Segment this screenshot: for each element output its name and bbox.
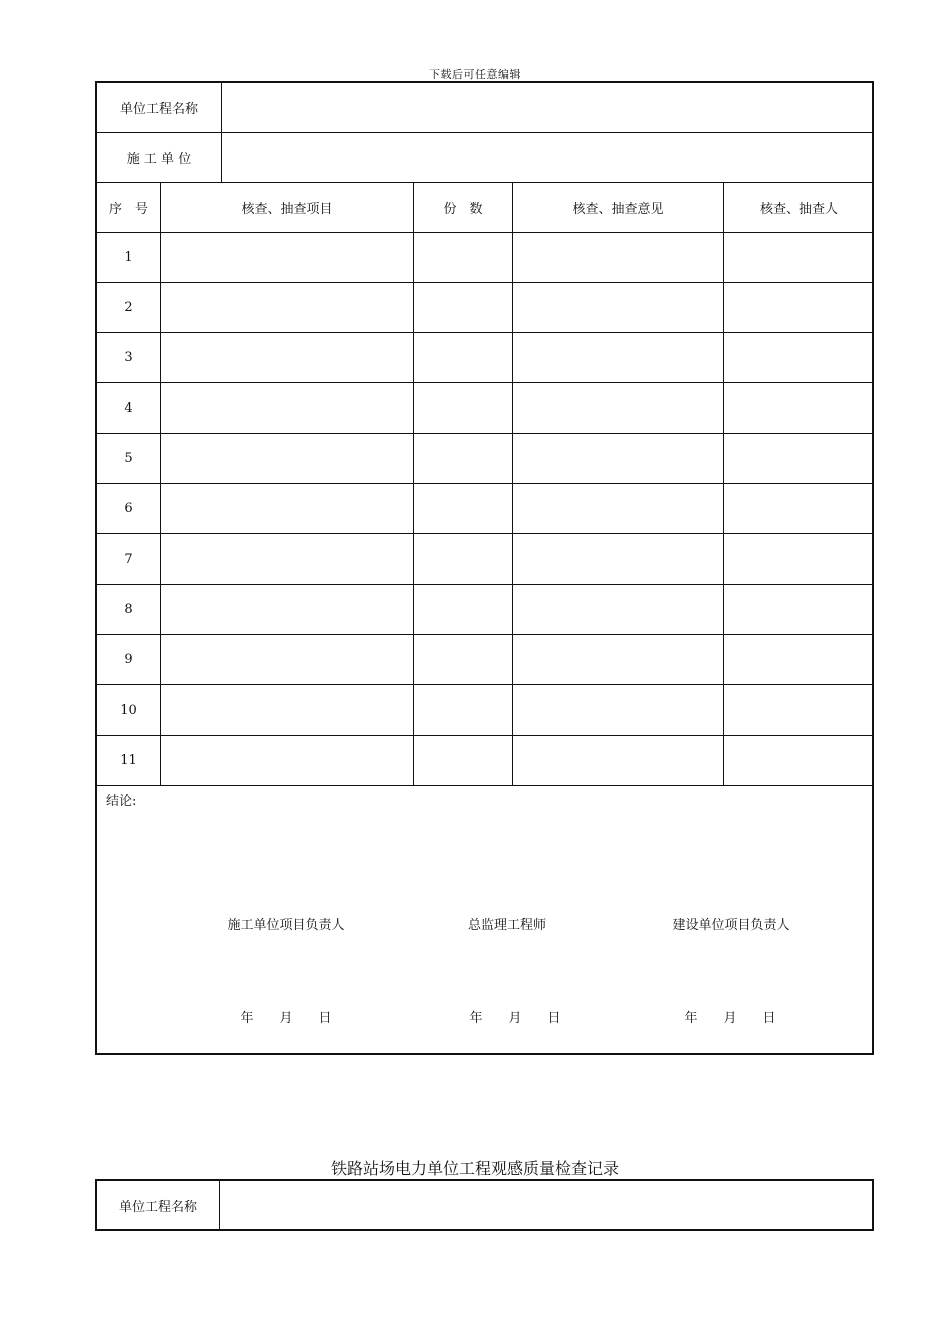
contractor-manager-signature: 施工单位项目负责人 bbox=[227, 918, 345, 933]
row-divider bbox=[97, 232, 872, 233]
header-note: 下载后可任意编辑 bbox=[429, 68, 521, 81]
column-header-inspector: 核查、抽查人 bbox=[759, 202, 838, 217]
column-header-item: 核查、抽查项目 bbox=[241, 202, 333, 217]
conclusion-label: 结论: bbox=[106, 794, 137, 809]
row-divider bbox=[97, 735, 872, 736]
project-name-label: 单位工程名称 bbox=[119, 102, 198, 117]
row-number: 4 bbox=[124, 400, 133, 416]
col-divider bbox=[160, 182, 161, 785]
row-divider bbox=[97, 785, 872, 786]
row-number: 3 bbox=[124, 350, 133, 365]
project-name-field[interactable] bbox=[222, 83, 874, 132]
contractor-field[interactable] bbox=[222, 133, 874, 182]
signature-date: 年 月 日 bbox=[240, 1011, 332, 1026]
row-divider bbox=[97, 382, 872, 383]
row-divider bbox=[97, 483, 872, 484]
row-divider bbox=[97, 684, 872, 685]
column-header-opinion: 核查、抽查意见 bbox=[572, 202, 664, 217]
signature-date: 年 月 日 bbox=[684, 1011, 776, 1026]
row-divider bbox=[97, 634, 872, 635]
row-divider bbox=[97, 332, 872, 333]
row-number: 5 bbox=[124, 451, 133, 466]
row-number: 7 bbox=[124, 551, 133, 567]
project-name-label: 单位工程名称 bbox=[118, 1199, 197, 1215]
owner-manager-signature: 建设单位项目负责人 bbox=[672, 918, 790, 933]
row-number: 8 bbox=[124, 602, 133, 617]
row-number: 1 bbox=[124, 250, 133, 265]
row-number: 11 bbox=[120, 753, 137, 768]
row-number: 9 bbox=[124, 652, 133, 667]
row-divider bbox=[97, 433, 872, 434]
row-number: 6 bbox=[124, 501, 133, 516]
contractor-label: 施 工 单 位 bbox=[126, 152, 192, 167]
col-divider bbox=[723, 182, 724, 785]
column-header-no: 序 号 bbox=[108, 202, 148, 217]
signature-date: 年 月 日 bbox=[469, 1011, 561, 1026]
form-1-table bbox=[95, 81, 874, 1055]
row-divider bbox=[97, 533, 872, 534]
project-name-field[interactable] bbox=[220, 1181, 872, 1229]
row-divider bbox=[97, 282, 872, 283]
form-2-table bbox=[95, 1179, 874, 1231]
row-divider bbox=[97, 584, 872, 585]
col-divider bbox=[413, 182, 414, 785]
column-header-copies: 份 数 bbox=[443, 202, 483, 217]
form-2-title: 铁路站场电力单位工程观感质量检查记录 bbox=[330, 1159, 619, 1178]
row-number: 2 bbox=[124, 300, 133, 315]
col-divider bbox=[512, 182, 513, 785]
row-number: 10 bbox=[120, 702, 137, 718]
chief-supervisor-signature: 总监理工程师 bbox=[467, 918, 546, 933]
